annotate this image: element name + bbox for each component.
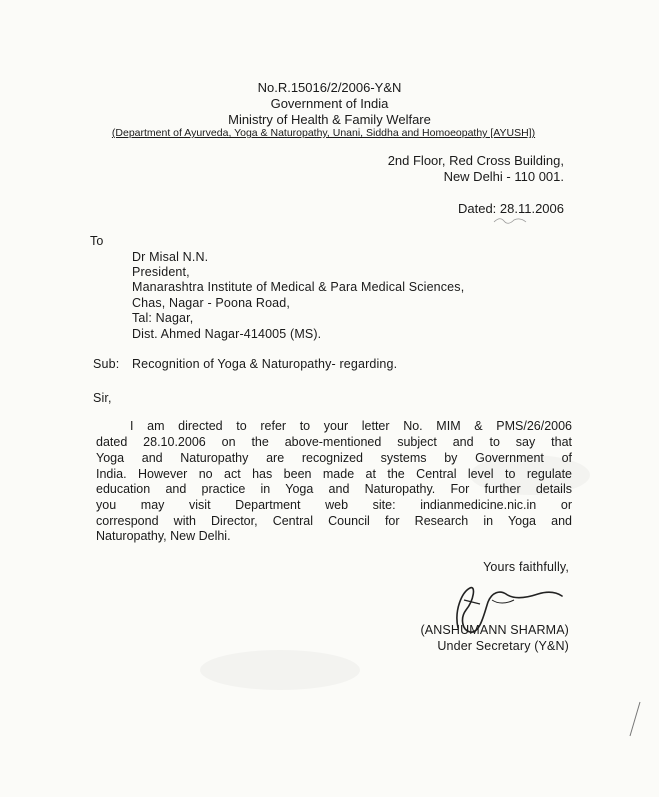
body-line: education and practice in Yoga and Naturopathy. For further details	[96, 482, 572, 496]
recipient-line: Tal: Nagar,	[132, 311, 194, 325]
body-line: correspond with Director, Central Council for Research in Yoga and	[96, 514, 572, 528]
body-line: Yoga and Naturopathy are recognized systems by Government of	[96, 451, 572, 465]
body-line: you may visit Department web site: indianmedicine.nic.in or	[96, 498, 572, 512]
body-line: India. However no act has been made at the Central level to regulate	[96, 467, 572, 481]
to-label: To	[90, 234, 104, 248]
recipient-line: Dist. Ahmed Nagar-414005 (MS).	[132, 327, 322, 341]
recipient-line: Dr Misal N.N.	[132, 250, 209, 264]
reference-number: No.R.15016/2/2006-Y&N	[257, 80, 402, 95]
subject-text: Recognition of Yoga & Naturopathy- regarding.	[132, 357, 398, 371]
scan-smudge	[200, 650, 360, 690]
ministry-title: Ministry of Health & Family Welfare	[228, 112, 431, 127]
department-title: (Department of Ayurveda, Yoga & Naturopathy, Unani, Siddha and Homoeopathy [AYUSH])	[111, 127, 536, 139]
government-title: Government of India	[270, 96, 389, 111]
subject-label: Sub:	[93, 357, 120, 371]
recipient-line: Chas, Nagar - Poona Road,	[132, 296, 291, 310]
signatory-name: (ANSHUMANN SHARMA)	[420, 623, 569, 637]
initials-mark-icon	[492, 214, 532, 226]
body-line: Naturopathy, New Delhi.	[96, 529, 231, 543]
body-line: I am directed to refer to your letter No. MIM & PMS/26/2006	[130, 419, 572, 433]
body-line: dated 28.10.2006 on the above-mentioned subject and to say that	[96, 435, 572, 449]
salutation: Sir,	[93, 391, 112, 405]
date-line: Dated: 28.11.2006	[457, 201, 564, 216]
margin-mark-icon	[626, 700, 644, 740]
address-line-2: New Delhi - 110 001.	[443, 169, 564, 184]
recipient-line: President,	[132, 265, 190, 279]
closing: Yours faithfully,	[483, 560, 569, 574]
signatory-designation: Under Secretary (Y&N)	[437, 639, 569, 653]
recipient-line: Manarashtra Institute of Medical & Para Medical Sciences,	[132, 280, 465, 294]
address-line-1: 2nd Floor, Red Cross Building,	[387, 153, 564, 168]
